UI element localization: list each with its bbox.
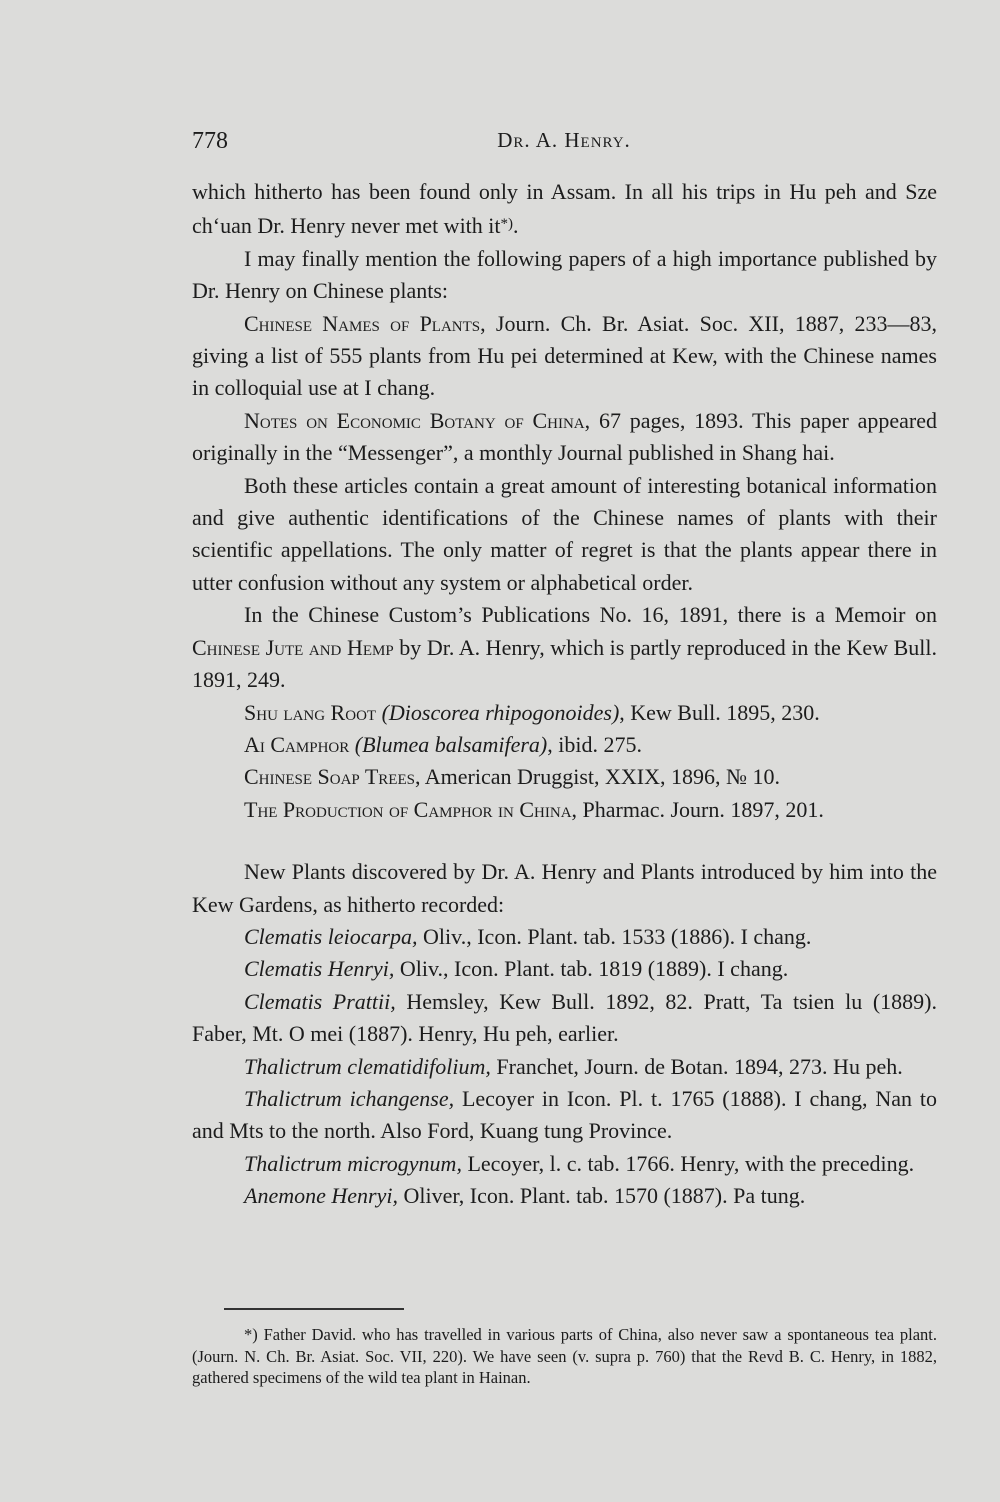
plant-entry [192,1083,937,1148]
citation: Hemsley, Kew Bull. 1892, 82. Pratt, Ta tsien lu (1889). Faber, Mt. O mei (1887). Henry, Hu peh, earlier. [192,988,937,1047]
p1-text: which hitherto has been found only in Assam. In all his trips in Hu peh and Sze chʻuan Dr. Henry never met with it [192,179,937,239]
paper-ref: , Kew Bull. 1895, 230. [619,699,820,725]
paper-shu-lang-root [192,697,937,729]
citation: Oliv., Icon. Plant. tab. 1533 (1886). I chang. [417,923,812,949]
citation: Franchet, Journ. de Botan. 1894, 273. Hu peh. [490,1053,903,1079]
species-name: Clematis Prattii, [244,988,396,1014]
citation: Lecoyer, l. c. tab. 1766. Henry, with the preceding. [461,1150,915,1176]
species-name: (Blumea balsamifera) [349,731,548,757]
paper-ref: , ibid. 275. [547,731,642,757]
paper-ai-camphor [192,729,937,761]
plant-entry [192,921,937,953]
paper-soap-trees [192,761,937,793]
p6-after: by Dr. A. Henry, which is partly reproduced in the Kew Bull. 1891, 249. [192,634,937,693]
main-text [192,176,937,1213]
paper-ref: , Pharmac. Journ. 1897, 201. [571,796,824,822]
citation: Lecoyer in Icon. Pl. t. 1765 (1888). I chang, Nan to and Mts to the north. Also Ford, Kuang tung Province. [192,1085,937,1144]
paper-title: Shu lang Root [244,699,377,725]
paragraph-customs [192,599,937,696]
paragraph-1 [192,176,937,243]
paragraph-both-articles: Both these articles contain a great amount of interesting botanical information and give authentic identifications of the Chinese names of plants with their scientific appellations. The only matter of regret is that the plants appear there in utter confusion without any system or alphabetical order. [192,472,937,595]
plant-entry [192,1051,937,1083]
page-header [192,128,936,164]
paper-camphor-production [192,794,937,826]
paper-ref: , Journ. Ch. Br. Asiat. Soc. XII, 1887, 233—83, giving a list of 555 plants from Hu pei determined at Kew, with the Chinese names in colloquial use at I chang. [192,310,937,401]
paper-economic-botany [192,405,937,470]
paper-title: Ai Camphor [244,731,350,757]
species-name: Thalictrum microgynum, [244,1150,462,1176]
paper-chinese-names [192,308,937,405]
paper-title: Chinese Soap Trees [244,764,415,790]
page-number: 778 [192,128,228,154]
plant-entry [192,986,937,1051]
citation: Oliver, Icon. Plant. tab. 1570 (1887). Pa tung. [397,1183,806,1209]
running-head: Dr. A. Henry. [497,128,631,152]
footnote [192,1324,937,1389]
species-name: Clematis leiocarpa, [244,923,418,949]
footnote-marker: *) [244,1325,258,1344]
paragraph-new-plants: New Plants discovered by Dr. A. Henry and Plants introduced by him into the Kew Gardens, as hitherto recorded: [192,859,937,917]
footnote-ref: *) [500,216,514,233]
p1-after: . [513,213,519,239]
paper-title: Chinese Names of Plants [244,310,481,336]
paper-title: The Production of Camphor in China [244,796,572,822]
paper-title: Notes on Economic Botany of China [244,407,585,433]
plant-entry [192,953,937,985]
species-name: Thalictrum ichangense, [244,1085,455,1111]
paper-title: Chinese Jute and Hemp [192,634,394,660]
species-name: Anemone Henryi, [244,1183,398,1209]
citation: Oliv., Icon. Plant. tab. 1819 (1889). I chang. [394,956,789,982]
species-name: Clematis Henryi, [244,956,395,982]
paper-ref: , 67 pages, 1893. This paper appeared originally in the “Messenger”, a monthly Journal published in Shang hai. [192,407,938,466]
species-name: (Dioscorea rhipogonoides) [376,699,620,725]
plant-entry [192,1148,937,1180]
paragraph-2: I may finally mention the following papers of a high importance published by Dr. Henry on Chinese plants: [192,245,937,304]
footnote-text: Father David. who has travelled in various parts of China, also never saw a spontaneous tea plant. (Journ. N. Ch. Br. Asiat. Soc. VII, 220). We have seen (v. supra p. 760) that the Revd B. C. Henry, in 1882, gathered specimens of the wild tea plant in Hainan. [192,1325,937,1387]
p6-before: In the Chinese Custom’s Publications No. 16, 1891, there is a Memoir on [244,602,937,628]
species-name: Thalictrum clematidifolium, [244,1053,491,1079]
paper-ref: , American Druggist, XXIX, 1896, № 10. [414,764,780,790]
footnote-rule [224,1308,404,1310]
paragraph-gap [192,826,937,856]
plant-entry [192,1180,937,1212]
